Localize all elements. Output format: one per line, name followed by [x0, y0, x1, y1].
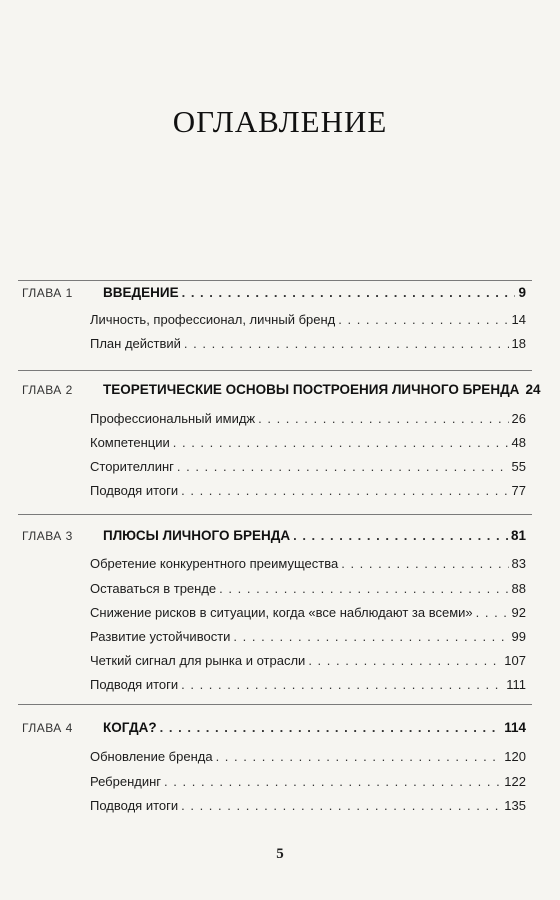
chapter-number: ГЛАВА 1: [22, 286, 73, 300]
toc-entry: [90, 429, 526, 451]
entry-title: Личность, профессионал, личный бренд: [90, 312, 336, 327]
entry-title: Обновление бренда: [90, 749, 213, 764]
toc-entry: [90, 671, 526, 693]
entry-page: 83: [511, 556, 526, 571]
toc-entry: [90, 647, 526, 669]
toc-entry: [90, 306, 526, 328]
chapter-page: 24: [525, 382, 541, 397]
page-title: ОГЛАВЛЕНИЕ: [172, 104, 388, 139]
entry-title: Сторителлинг: [90, 459, 174, 474]
chapter-divider: [18, 704, 532, 705]
leader-dots: [184, 336, 509, 352]
entry-page: 88: [511, 581, 526, 596]
entry-title: План действий: [90, 336, 181, 351]
entry-page: 92: [511, 605, 526, 620]
chapter-title: ВВЕДЕНИЕ: [103, 285, 179, 300]
leader-dots: [181, 798, 501, 814]
entry-title: Развитие устойчивости: [90, 629, 231, 644]
entry-title: Компетенции: [90, 435, 170, 450]
toc-entry: [90, 743, 526, 765]
toc-entry: [90, 405, 526, 427]
toc-entry: [90, 768, 526, 790]
entry-title: Оставаться в тренде: [90, 581, 217, 596]
entry-title: Подводя итоги: [90, 483, 179, 498]
entry-title: Четкий сигнал для рынка и отрасли: [90, 653, 306, 668]
toc-entry: [90, 477, 526, 499]
chapter-number: ГЛАВА 3: [22, 529, 73, 543]
entry-title: Обретение конкурентного преимущества: [90, 556, 339, 571]
entry-page: 48: [511, 435, 526, 450]
toc-entry: [90, 599, 526, 621]
entry-title: Снижение рисков в ситуации, когда «все наблюдают за всеми»: [90, 605, 473, 620]
leader-dots: [233, 629, 508, 645]
chapter-title: ТЕОРЕТИЧЕСКИЕ ОСНОВЫ ПОСТРОЕНИЯ ЛИЧНОГО БРЕНДА: [103, 382, 520, 397]
leader-dots: [173, 435, 509, 451]
chapter-page: 81: [510, 528, 526, 543]
entry-page: 14: [511, 312, 526, 327]
entry-title: Ребрендинг: [90, 774, 162, 789]
leader-dots: [308, 653, 501, 669]
entry-page: 18: [511, 336, 526, 351]
entry-title: Подводя итоги: [90, 677, 179, 692]
chapter-divider: [18, 514, 532, 515]
leader-dots: [181, 483, 508, 499]
toc-entry: [90, 550, 526, 572]
chapter-divider: [18, 370, 532, 371]
toc-entry: [90, 330, 526, 352]
entry-title: Подводя итоги: [90, 798, 179, 813]
entry-page: 122: [504, 774, 526, 789]
leader-dots: [182, 285, 516, 301]
entry-title: Профессиональный имидж: [90, 411, 256, 426]
chapter-number: ГЛАВА 2: [22, 383, 73, 397]
chapter-page: 9: [518, 285, 526, 300]
leader-dots: [293, 528, 508, 544]
entry-page: 111: [506, 677, 526, 692]
entry-page: 135: [504, 798, 526, 813]
entry-page: 120: [504, 749, 526, 764]
leader-dots: [476, 605, 509, 621]
chapter-page: 114: [504, 720, 526, 735]
entry-page: 26: [511, 411, 526, 426]
entry-page: 99: [511, 629, 526, 644]
chapter-4-row: [22, 714, 526, 736]
page-number: 5: [276, 846, 284, 862]
entry-page: 77: [511, 483, 526, 498]
chapter-title: ПЛЮСЫ ЛИЧНОГО БРЕНДА: [103, 528, 291, 543]
chapter-3-row: [22, 522, 526, 544]
chapter-1-row: [22, 279, 526, 301]
leader-dots: [258, 411, 508, 427]
entry-page: 55: [511, 459, 526, 474]
toc-entry: [90, 623, 526, 645]
toc-entry: [90, 575, 526, 597]
leader-dots: [177, 459, 509, 475]
leader-dots: [216, 749, 502, 765]
toc-entry: [90, 453, 526, 475]
leader-dots: [164, 774, 501, 790]
chapter-title: КОГДА?: [103, 720, 157, 735]
leader-dots: [338, 312, 508, 328]
chapter-2-row: [22, 376, 541, 398]
leader-dots: [341, 556, 508, 572]
leader-dots: [160, 720, 502, 736]
entry-page: 107: [504, 653, 526, 668]
leader-dots: [181, 677, 503, 693]
chapter-number: ГЛАВА 4: [22, 721, 73, 735]
toc-entry: [90, 792, 526, 814]
leader-dots: [219, 581, 508, 597]
